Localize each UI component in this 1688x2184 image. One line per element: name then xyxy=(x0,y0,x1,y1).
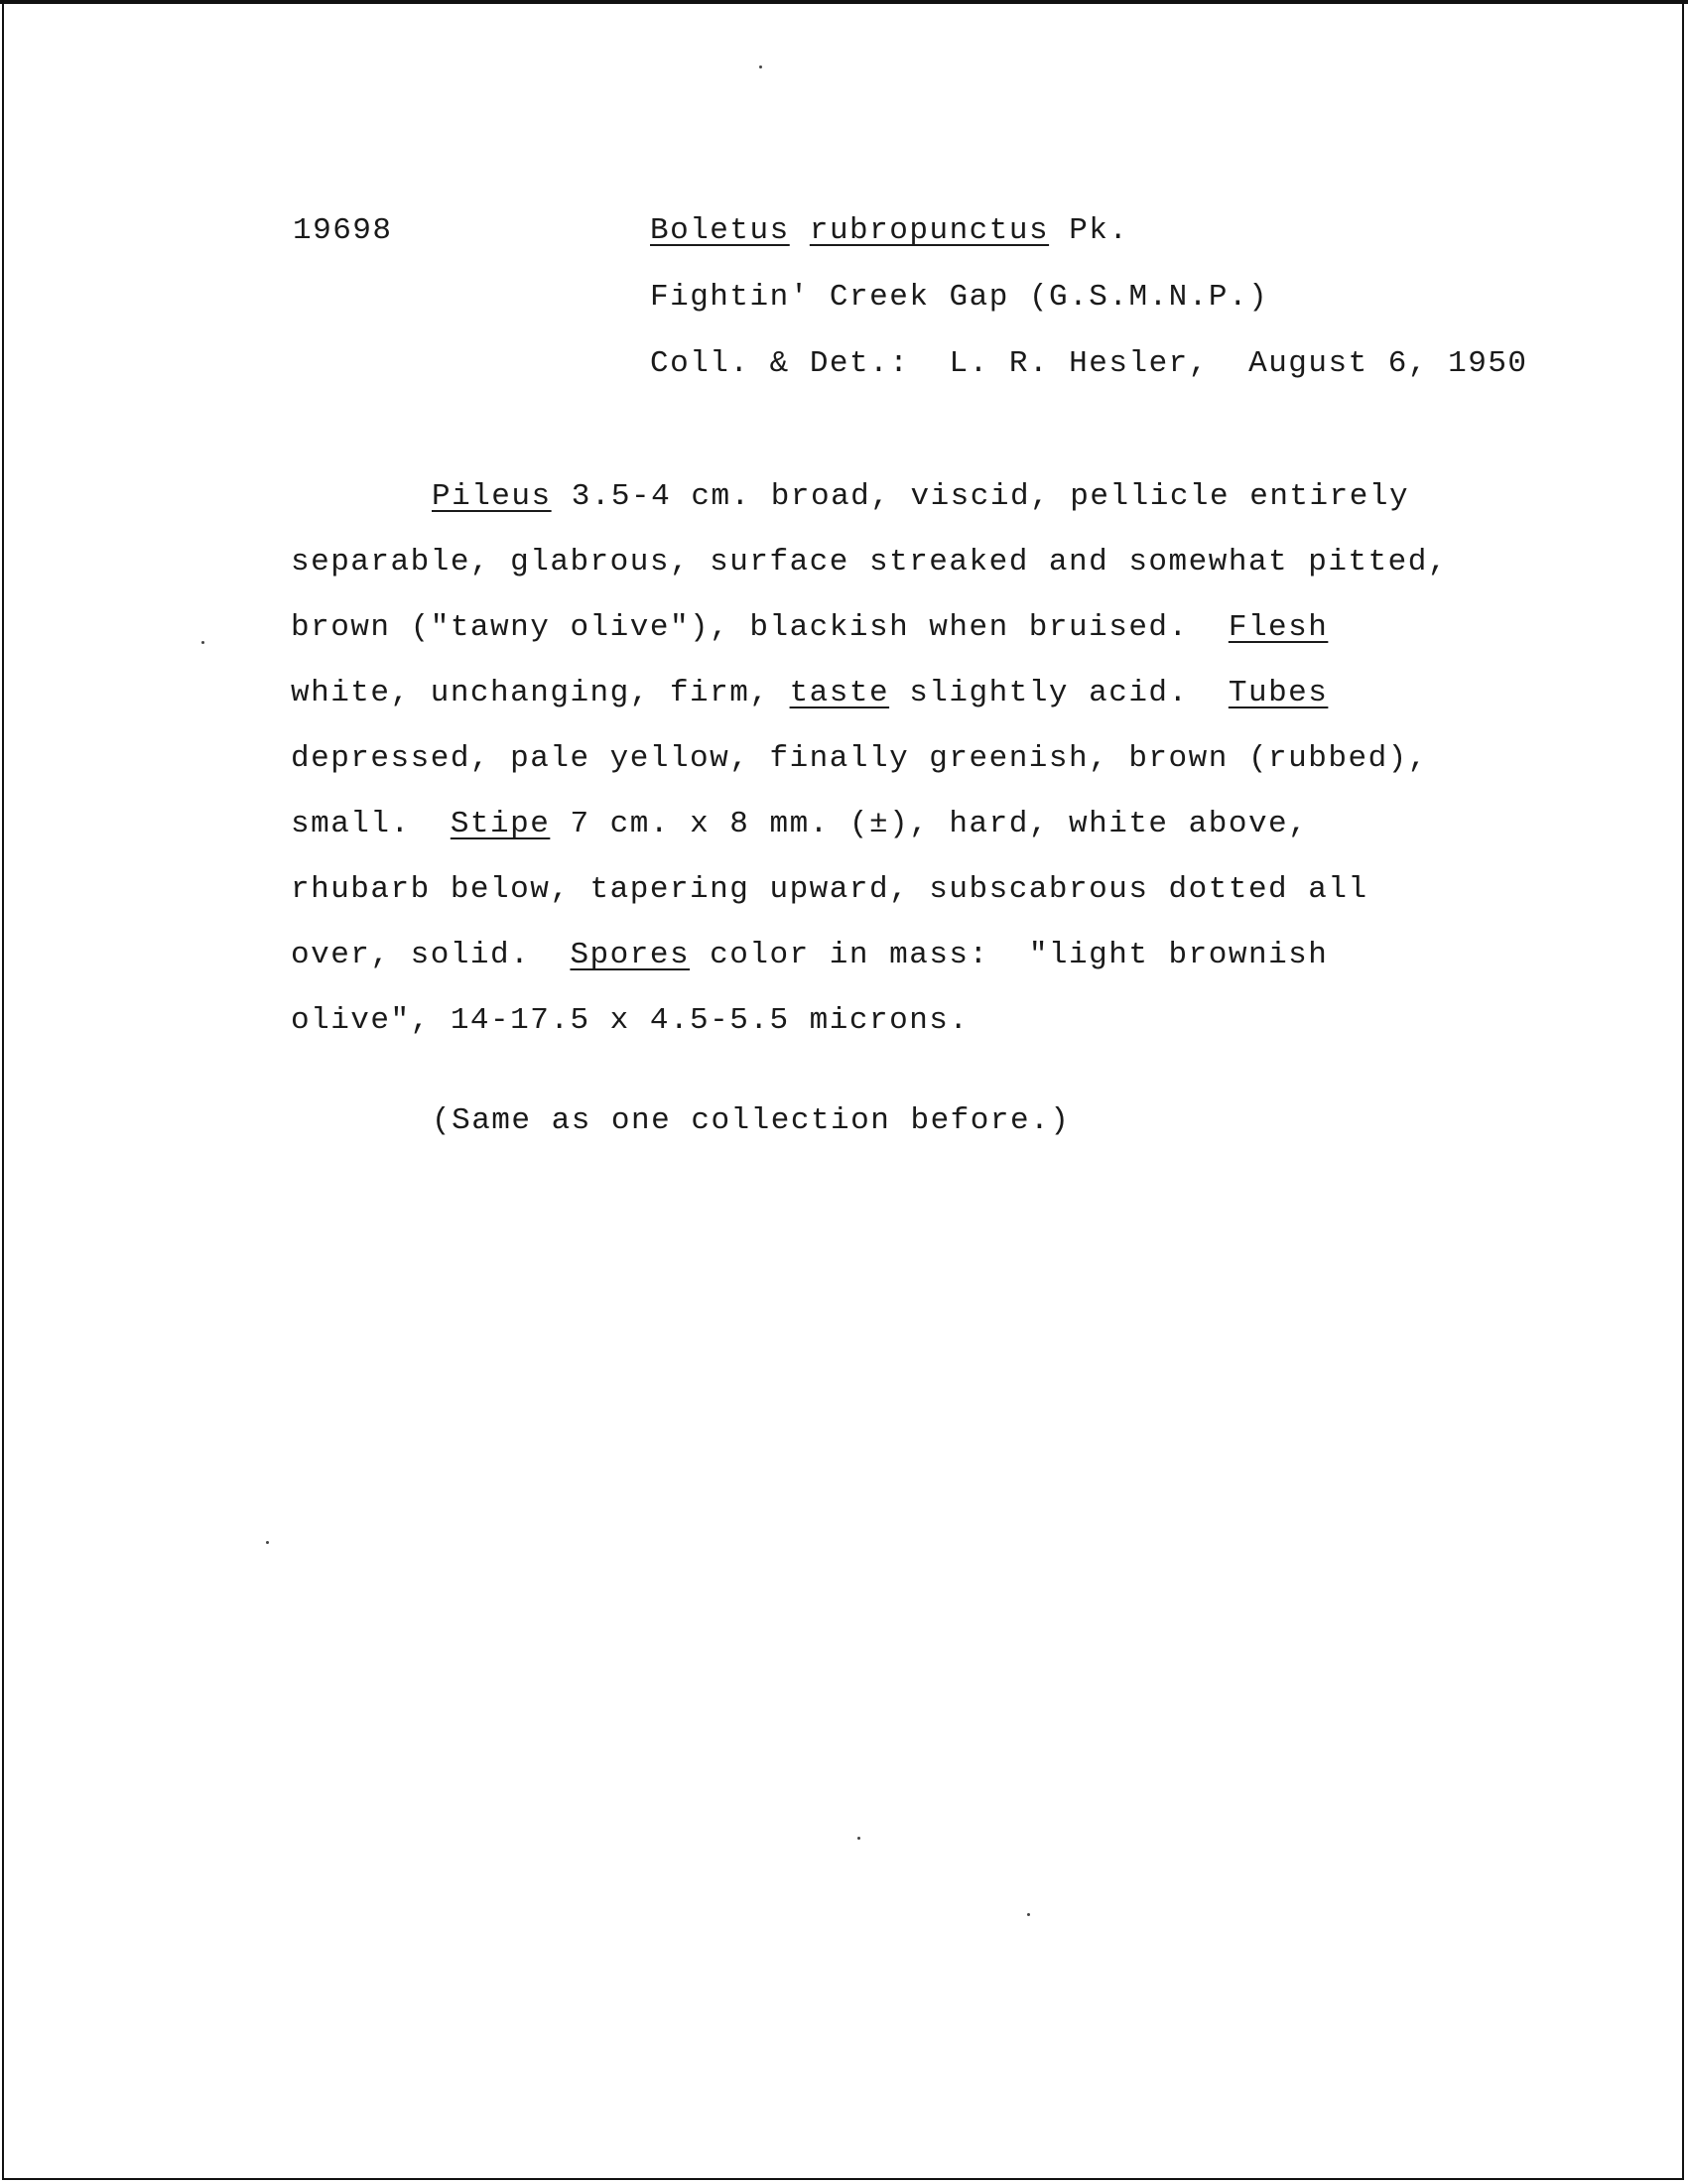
collector-line: Coll. & Det.: L. R. Hesler, August 6, 1950 xyxy=(650,346,1528,381)
description-line-3: brown ("tawny olive"), blackish when bruised. Flesh xyxy=(291,610,1329,645)
description-line-7: rhubarb below, tapering upward, subscabrous dotted all xyxy=(291,872,1368,907)
description-line-5: depressed, pale yellow, finally greenish, brown (rubbed), xyxy=(291,741,1428,776)
description-line-6: small. Stipe 7 cm. x 8 mm. (±), hard, white above, xyxy=(291,807,1309,841)
term-flesh: Flesh xyxy=(1228,610,1329,645)
description-line-9: olive", 14-17.5 x 4.5-5.5 microns. xyxy=(291,1003,970,1038)
description-line-2: separable, glabrous, surface streaked and somewhat pitted, xyxy=(291,545,1448,579)
description-line-8: over, solid. Spores color in mass: "light brownish xyxy=(291,938,1329,972)
scan-speck xyxy=(857,1837,860,1840)
author-abbrev: Pk. xyxy=(1069,213,1129,248)
species-epithet: rubropunctus xyxy=(809,213,1050,248)
page-border xyxy=(2,2,1684,2180)
term-pileus: Pileus xyxy=(432,479,552,514)
term-tubes: Tubes xyxy=(1228,676,1329,710)
scan-speck xyxy=(759,65,762,68)
scan-speck xyxy=(1027,1913,1030,1916)
term-spores: Spores xyxy=(570,938,691,972)
species-title xyxy=(650,212,1129,250)
genus-name: Boletus xyxy=(650,213,790,248)
accession-number: 19698 xyxy=(293,213,393,248)
collection-note: (Same as one collection before.) xyxy=(432,1103,1071,1138)
locality-line: Fightin' Creek Gap (G.S.M.N.P.) xyxy=(650,280,1269,315)
description-line-4: white, unchanging, firm, taste slightly acid. Tubes xyxy=(291,676,1329,710)
term-taste: taste xyxy=(789,676,890,710)
scan-speck xyxy=(201,641,204,644)
term-stipe: Stipe xyxy=(450,807,551,841)
scan-speck xyxy=(266,1541,269,1544)
description-line-1: Pileus 3.5-4 cm. broad, viscid, pellicle entirely xyxy=(432,479,1410,514)
top-scan-edge xyxy=(0,0,1688,4)
